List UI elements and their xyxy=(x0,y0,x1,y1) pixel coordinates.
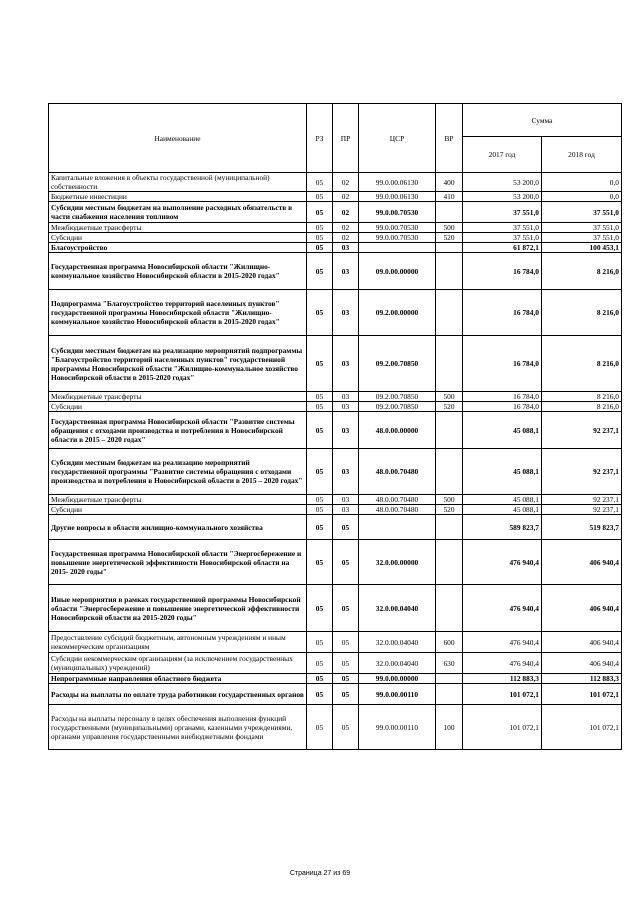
cell-rz: 05 xyxy=(307,653,333,674)
cell-vr xyxy=(436,674,463,684)
cell-name: Расходы на выплаты персоналу в целях обеспечения выполнения функций государственными (муниципальными) органами, казенными учреждениями, органами управления государственными внебюджетными фондами xyxy=(49,705,307,750)
cell-csr: 32.0.00.00000 xyxy=(359,540,436,585)
cell-vr xyxy=(436,585,463,632)
cell-csr: 32.0.00.04040 xyxy=(359,632,436,653)
cell-sum-2017: 45 088,1 xyxy=(463,412,542,449)
cell-csr: 99.0.00.70530 xyxy=(359,202,436,223)
table-row xyxy=(49,253,622,290)
cell-rz: 05 xyxy=(307,495,333,505)
table-row xyxy=(49,192,622,202)
cell-sum-2017: 16 784,0 xyxy=(463,336,542,392)
cell-pr: 03 xyxy=(333,253,359,290)
cell-csr xyxy=(359,515,436,540)
cell-rz: 05 xyxy=(307,336,333,392)
cell-sum-2017: 37 551,0 xyxy=(463,233,542,243)
cell-rz: 05 xyxy=(307,290,333,336)
cell-pr: 03 xyxy=(333,336,359,392)
cell-pr: 05 xyxy=(333,684,359,705)
cell-csr: 99.0.00.06130 xyxy=(359,192,436,202)
table-row xyxy=(49,243,622,253)
cell-name: Межбюджетные трансферты xyxy=(49,223,307,233)
cell-name: Субсидии местным бюджетам на реализацию мероприятий подпрограммы "Благоустройство территорий населенных пунктов" государственной программы Новосибирской области "Жилищно-коммунальное хозяйство Новосибирской области в 2015-2020 годах" xyxy=(49,336,307,392)
cell-sum-2017: 37 551,0 xyxy=(463,223,542,233)
header-year-2017: 2017 год xyxy=(463,137,542,173)
cell-vr: 100 xyxy=(436,705,463,750)
cell-vr xyxy=(436,412,463,449)
cell-sum-2017: 101 072,1 xyxy=(463,684,542,705)
cell-vr xyxy=(436,684,463,705)
cell-vr xyxy=(436,449,463,495)
cell-vr: 400 xyxy=(436,173,463,192)
cell-rz: 05 xyxy=(307,632,333,653)
cell-vr: 630 xyxy=(436,653,463,674)
table-row xyxy=(49,684,622,705)
header-vr: ВР xyxy=(436,104,463,173)
cell-vr xyxy=(436,202,463,223)
cell-vr xyxy=(436,515,463,540)
cell-pr: 02 xyxy=(333,173,359,192)
cell-csr: 99.0.00.00110 xyxy=(359,684,436,705)
table-row xyxy=(49,412,622,449)
table-row xyxy=(49,540,622,585)
cell-sum-2018: 92 237,1 xyxy=(542,449,622,495)
header-rz: РЗ xyxy=(307,104,333,173)
cell-sum-2018: 406 940,4 xyxy=(542,585,622,632)
cell-name: Подпрограмма "Благоустройство территорий населенных пунктов" государственной программы Новосибирской области "Жилищно-коммунальное хозяйство Новосибирской области в 2015-2020 годах" xyxy=(49,290,307,336)
cell-vr xyxy=(436,540,463,585)
cell-sum-2018: 406 940,4 xyxy=(542,653,622,674)
cell-rz: 05 xyxy=(307,540,333,585)
cell-vr: 600 xyxy=(436,632,463,653)
cell-csr xyxy=(359,243,436,253)
cell-sum-2018: 37 551,0 xyxy=(542,233,622,243)
cell-rz: 05 xyxy=(307,402,333,412)
cell-name: Иные мероприятия в рамках государственной программы Новосибирской области "Энергосбережение и повышение энергетической эффективности Новосибирской области на 2015-2020 годы" xyxy=(49,585,307,632)
cell-sum-2018: 92 237,1 xyxy=(542,495,622,505)
table-row xyxy=(49,336,622,392)
cell-rz: 05 xyxy=(307,515,333,540)
cell-csr: 99.0.00.00000 xyxy=(359,674,436,684)
cell-csr: 48.0.00.00000 xyxy=(359,412,436,449)
cell-pr: 05 xyxy=(333,705,359,750)
cell-sum-2017: 45 088,1 xyxy=(463,449,542,495)
cell-sum-2018: 406 940,4 xyxy=(542,632,622,653)
cell-sum-2018: 100 453,1 xyxy=(542,243,622,253)
cell-name: Государственная программа Новосибирской области "Развитие системы обращения с отходами производства и потребления в Новосибирской области в 2015 – 2020 годах" xyxy=(49,412,307,449)
cell-name: Субсидии некоммерческим организациям (за исключением государственных (муниципальных) учреждений) xyxy=(49,653,307,674)
cell-csr: 09.2.00.70850 xyxy=(359,336,436,392)
cell-vr: 500 xyxy=(436,392,463,402)
cell-sum-2017: 37 551,0 xyxy=(463,202,542,223)
cell-rz: 05 xyxy=(307,202,333,223)
cell-pr: 05 xyxy=(333,653,359,674)
cell-name: Субсидии xyxy=(49,233,307,243)
cell-sum-2018: 8 216,0 xyxy=(542,290,622,336)
cell-name: Субсидии xyxy=(49,505,307,515)
cell-name: Другие вопросы в области жилищно-коммунального хозяйства xyxy=(49,515,307,540)
table-row xyxy=(49,495,622,505)
cell-csr: 48.0.00.70480 xyxy=(359,495,436,505)
cell-vr: 500 xyxy=(436,495,463,505)
cell-name: Расходы на выплаты по оплате труда работников государственных органов xyxy=(49,684,307,705)
cell-rz: 05 xyxy=(307,449,333,495)
cell-name: Межбюджетные трансферты xyxy=(49,495,307,505)
header-sum: Сумма xyxy=(463,104,622,137)
cell-pr: 02 xyxy=(333,202,359,223)
cell-vr: 520 xyxy=(436,233,463,243)
table-body xyxy=(49,104,622,750)
cell-sum-2018: 8 216,0 xyxy=(542,336,622,392)
header-name: Наименование xyxy=(49,104,307,173)
cell-name: Государственная программа Новосибирской области "Энергосбережение и повышение энергетической эффективности Новосибирской области на 2015- 2020 годы" xyxy=(49,540,307,585)
cell-sum-2018: 92 237,1 xyxy=(542,505,622,515)
cell-sum-2018: 406 940,4 xyxy=(542,540,622,585)
cell-pr: 03 xyxy=(333,392,359,402)
cell-pr: 05 xyxy=(333,674,359,684)
cell-pr: 03 xyxy=(333,449,359,495)
cell-sum-2018: 8 216,0 xyxy=(542,392,622,402)
cell-pr: 03 xyxy=(333,290,359,336)
cell-pr: 02 xyxy=(333,192,359,202)
cell-csr: 09.2.00.00000 xyxy=(359,290,436,336)
budget-table xyxy=(48,103,622,750)
cell-name: Бюджетные инвестиции xyxy=(49,192,307,202)
cell-rz: 05 xyxy=(307,223,333,233)
table-row xyxy=(49,233,622,243)
cell-sum-2017: 476 940,4 xyxy=(463,653,542,674)
table-row xyxy=(49,632,622,653)
cell-csr: 09.2.00.70850 xyxy=(359,402,436,412)
table-row xyxy=(49,705,622,750)
table-row xyxy=(49,392,622,402)
cell-sum-2017: 16 784,0 xyxy=(463,290,542,336)
table-row xyxy=(49,290,622,336)
table-row xyxy=(49,674,622,684)
cell-sum-2018: 0,0 xyxy=(542,173,622,192)
cell-pr: 05 xyxy=(333,585,359,632)
cell-rz: 05 xyxy=(307,253,333,290)
cell-sum-2017: 61 872,1 xyxy=(463,243,542,253)
cell-sum-2017: 101 072,1 xyxy=(463,705,542,750)
table-row xyxy=(49,402,622,412)
cell-rz: 05 xyxy=(307,192,333,202)
cell-sum-2017: 476 940,4 xyxy=(463,585,542,632)
cell-pr: 05 xyxy=(333,515,359,540)
cell-sum-2017: 476 940,4 xyxy=(463,540,542,585)
table-row xyxy=(49,585,622,632)
cell-name: Субсидии местным бюджетам на выполнение расходных обязательств в части снабжения населения топливом xyxy=(49,202,307,223)
cell-sum-2018: 519 823,7 xyxy=(542,515,622,540)
cell-csr: 99.0.00.00110 xyxy=(359,705,436,750)
cell-csr: 09.2.00.70850 xyxy=(359,392,436,402)
cell-csr: 99.0.00.06130 xyxy=(359,173,436,192)
header-row-1 xyxy=(49,104,622,137)
cell-pr: 05 xyxy=(333,632,359,653)
cell-name: Субсидии местным бюджетам на реализацию мероприятий государственной программы "Развитие системы обращения с отходами производства и потребления в Новосибирской области в 2015 – 2020 годах" xyxy=(49,449,307,495)
cell-sum-2018: 92 237,1 xyxy=(542,412,622,449)
cell-pr: 02 xyxy=(333,233,359,243)
cell-pr: 02 xyxy=(333,223,359,233)
cell-sum-2018: 8 216,0 xyxy=(542,253,622,290)
header-csr: ЦСР xyxy=(359,104,436,173)
cell-sum-2018: 0,0 xyxy=(542,192,622,202)
cell-vr: 410 xyxy=(436,192,463,202)
cell-vr: 520 xyxy=(436,402,463,412)
cell-sum-2017: 112 883,3 xyxy=(463,674,542,684)
cell-sum-2017: 16 784,0 xyxy=(463,253,542,290)
cell-name: Межбюджетные трансферты xyxy=(49,392,307,402)
cell-sum-2018: 101 072,1 xyxy=(542,705,622,750)
cell-name: Капитальные вложения в объекты государственной (муниципальной) собственности xyxy=(49,173,307,192)
cell-rz: 05 xyxy=(307,585,333,632)
cell-rz: 05 xyxy=(307,684,333,705)
table-row xyxy=(49,515,622,540)
cell-vr: 500 xyxy=(436,223,463,233)
table-row xyxy=(49,202,622,223)
cell-sum-2017: 45 088,1 xyxy=(463,495,542,505)
page-footer: Страница 27 из 69 xyxy=(289,870,351,877)
cell-vr: 520 xyxy=(436,505,463,515)
cell-name: Непрограммные направления областного бюджета xyxy=(49,674,307,684)
cell-sum-2017: 45 088,1 xyxy=(463,505,542,515)
cell-csr: 32.0.00.04040 xyxy=(359,585,436,632)
table-row xyxy=(49,449,622,495)
cell-vr xyxy=(436,290,463,336)
cell-csr: 09.0.00.00000 xyxy=(359,253,436,290)
cell-sum-2018: 101 072,1 xyxy=(542,684,622,705)
cell-rz: 05 xyxy=(307,412,333,449)
cell-sum-2018: 37 551,0 xyxy=(542,223,622,233)
cell-vr xyxy=(436,243,463,253)
cell-csr: 32.0.00.04040 xyxy=(359,653,436,674)
cell-csr: 99.0.00.70530 xyxy=(359,233,436,243)
cell-sum-2017: 16 784,0 xyxy=(463,392,542,402)
cell-rz: 05 xyxy=(307,674,333,684)
table-row xyxy=(49,505,622,515)
table-row xyxy=(49,223,622,233)
header-pr: ПР xyxy=(333,104,359,173)
cell-rz: 05 xyxy=(307,392,333,402)
cell-rz: 05 xyxy=(307,705,333,750)
table-row xyxy=(49,173,622,192)
cell-csr: 48.0.00.70480 xyxy=(359,449,436,495)
cell-sum-2017: 16 784,0 xyxy=(463,402,542,412)
cell-sum-2017: 589 823,7 xyxy=(463,515,542,540)
cell-sum-2017: 476 940,4 xyxy=(463,632,542,653)
cell-name: Субсидии xyxy=(49,402,307,412)
cell-rz: 05 xyxy=(307,173,333,192)
cell-csr: 48.0.00.70480 xyxy=(359,505,436,515)
cell-rz: 05 xyxy=(307,233,333,243)
cell-sum-2018: 8 216,0 xyxy=(542,402,622,412)
cell-csr: 99.0.00.70530 xyxy=(359,223,436,233)
cell-pr: 03 xyxy=(333,495,359,505)
cell-name: Государственная программа Новосибирской области "Жилищно-коммунальное хозяйство Новосибирской области в 2015-2020 годах" xyxy=(49,253,307,290)
cell-rz: 05 xyxy=(307,505,333,515)
cell-sum-2017: 53 200,0 xyxy=(463,173,542,192)
cell-sum-2018: 112 883,3 xyxy=(542,674,622,684)
cell-pr: 03 xyxy=(333,412,359,449)
cell-name: Предоставление субсидий бюджетным, автономным учреждениям и иным некоммерческим организациям xyxy=(49,632,307,653)
cell-rz: 05 xyxy=(307,243,333,253)
cell-sum-2018: 37 551,0 xyxy=(542,202,622,223)
cell-pr: 05 xyxy=(333,540,359,585)
cell-sum-2017: 53 200,0 xyxy=(463,192,542,202)
cell-pr: 03 xyxy=(333,402,359,412)
cell-name: Благоустройство xyxy=(49,243,307,253)
cell-pr: 03 xyxy=(333,505,359,515)
cell-vr xyxy=(436,253,463,290)
header-year-2018: 2018 год xyxy=(542,137,622,173)
table-row xyxy=(49,653,622,674)
cell-pr: 03 xyxy=(333,243,359,253)
cell-vr xyxy=(436,336,463,392)
